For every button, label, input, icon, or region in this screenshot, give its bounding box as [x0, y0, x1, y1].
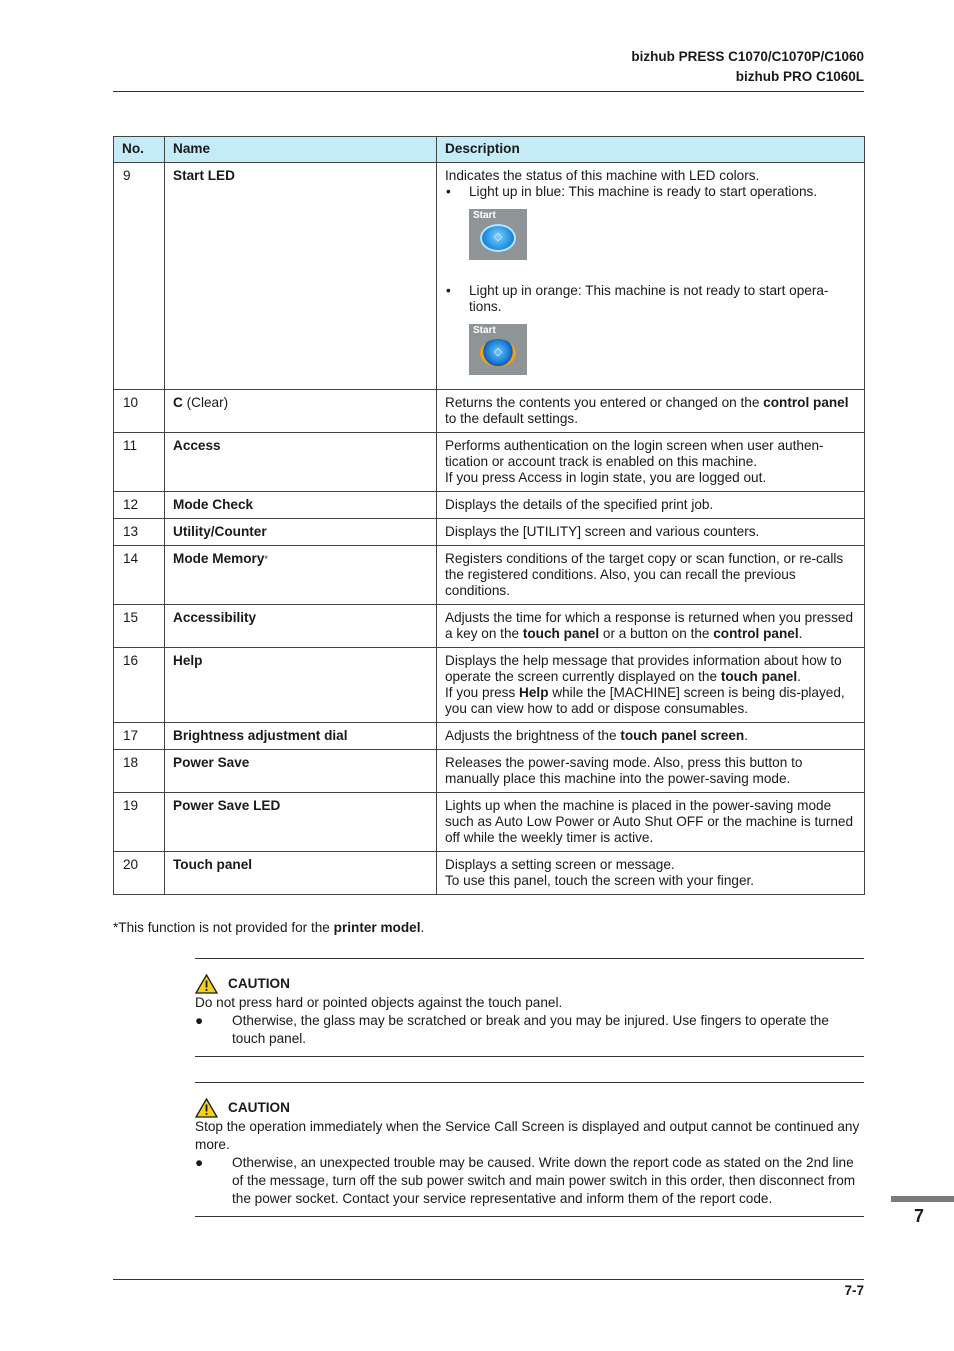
desc-text: Returns the contents you entered or changed on the [445, 395, 764, 410]
desc-text: Adjusts the time for which a response is returned when you pressed a key on the [445, 610, 854, 641]
caution-top-rule [195, 1082, 864, 1083]
row-number: 17 [114, 723, 165, 750]
footer-rule [113, 1279, 864, 1280]
caution-bullet [195, 1154, 864, 1208]
warning-triangle-icon [195, 1098, 218, 1118]
footnote-bold: printer model [333, 920, 421, 935]
row-description: Displays the [UTILITY] screen and various counters. [437, 519, 865, 546]
table-row [114, 648, 865, 723]
caution-box [195, 1082, 864, 1217]
start-diamond-icon: ◇ [493, 231, 503, 243]
desc-bold: Help [519, 685, 549, 700]
chapter-tab-bar [891, 1196, 954, 1202]
column-header-no: No. [114, 137, 165, 163]
desc-text: . [744, 728, 748, 743]
table-row [114, 433, 865, 492]
desc-bold: touch panel [522, 626, 600, 641]
row-number: 13 [114, 519, 165, 546]
bullet-item [445, 184, 856, 200]
start-diamond-icon: ◇ [493, 346, 503, 358]
row-description [437, 163, 865, 390]
row-description [437, 852, 865, 895]
caution-top-rule [195, 958, 864, 959]
caution-bullet-text: Otherwise, an unexpected trouble may be caused. Write down the report code as stated on the 2nd line of the message, turn off the sub power switch and main power switch in this order, then disconnect from the power socket. Contact your service representative and inform them of the report code. [232, 1155, 856, 1206]
start-button-orange-image [469, 324, 527, 375]
table-row [114, 492, 865, 519]
table-row [114, 723, 865, 750]
table-row [114, 793, 865, 852]
bullet-dot: ● [195, 1155, 204, 1170]
desc-text: If you press [445, 685, 520, 700]
table-row [114, 163, 865, 390]
footnote-suffix: . [420, 920, 425, 935]
row-name: Utility/Counter [165, 519, 437, 546]
row-name: Accessibility [165, 605, 437, 648]
row-description [437, 390, 865, 433]
row-number: 15 [114, 605, 165, 648]
row-name: Mode Check [165, 492, 437, 519]
caution-bottom-rule [195, 1216, 864, 1217]
caution-bullet [195, 1012, 864, 1048]
document-header [631, 47, 864, 87]
desc-paragraph [445, 685, 856, 717]
row-name: Help [165, 648, 437, 723]
row-description: Lights up when the machine is placed in the power-saving mode such as Auto Low Power or Auto Shut OFF or the machine is turned off while the weekly timer is active. [437, 793, 865, 852]
footnote-text: *This function is not provided for the [113, 920, 334, 935]
row-description [437, 723, 865, 750]
caution-title [195, 974, 864, 994]
row-name: Touch panel [165, 852, 437, 895]
desc-line: Displays a setting screen or message. [445, 857, 675, 872]
desc-bold: touch panel [720, 669, 798, 684]
row-name [165, 390, 437, 433]
bullet-dot: • [446, 184, 451, 199]
row-number: 14 [114, 546, 165, 605]
row-number: 20 [114, 852, 165, 895]
caution-title-text: CAUTION [228, 976, 290, 991]
row-number: 9 [114, 163, 165, 390]
row-description: Releases the power-saving mode. Also, press this button to manually place this machine into the power-saving mode. [437, 750, 865, 793]
row-description: Registers conditions of the target copy or scan function, or re-calls the registered conditions. Also, you can recall the previous conditions. [437, 546, 865, 605]
desc-bold: touch panel screen [620, 728, 745, 743]
column-header-description: Description [437, 137, 865, 163]
row-description [437, 648, 865, 723]
row-name: Power Save LED [165, 793, 437, 852]
caution-text: Do not press hard or pointed objects against the touch panel. [195, 995, 563, 1010]
table-row [114, 390, 865, 433]
header-model-line-1: bizhub PRESS C1070/C1070P/C1060 [631, 49, 864, 64]
row-description [437, 605, 865, 648]
column-header-name: Name [165, 137, 437, 163]
chapter-number: 7 [914, 1206, 925, 1226]
caution-bullet-text: Otherwise, the glass may be scratched or break and you may be injured. Use fingers to operate the touch panel. [232, 1013, 829, 1046]
table-row [114, 519, 865, 546]
bullet-dot: • [446, 283, 451, 298]
row-name-text: Mode Memory [173, 551, 265, 566]
start-button-label: Start [473, 325, 496, 336]
bullet-item [445, 283, 856, 315]
row-name: Brightness adjustment dial [165, 723, 437, 750]
desc-paragraph [445, 653, 856, 685]
caution-box [195, 958, 864, 1057]
warning-triangle-icon [195, 974, 218, 994]
desc-text: . [797, 669, 801, 684]
control-panel-table [113, 136, 865, 895]
desc-text: while the [MACHINE] screen is being dis-played, you can view how to add or dispose consumables. [445, 685, 845, 716]
bullet-text: Light up in orange: This machine is not ready to start opera-tions. [469, 283, 829, 314]
bullet-text: Light up in blue: This machine is ready to start operations. [469, 184, 818, 199]
row-number: 10 [114, 390, 165, 433]
table-row [114, 605, 865, 648]
desc-bold: control panel [713, 626, 799, 641]
desc-text: Displays the help message that provides information about how to operate the screen currently displayed on the [445, 653, 842, 684]
description-intro: Indicates the status of this machine with LED colors. [445, 168, 760, 183]
desc-line: tication or account track is enabled on this machine. [445, 454, 758, 469]
table-header-row [114, 137, 865, 163]
desc-text: or a button on the [599, 626, 714, 641]
start-button-blue-image [469, 209, 527, 260]
row-name-suffix: (Clear) [182, 395, 229, 410]
header-model-line-2: bizhub PRO C1060L [735, 69, 864, 84]
row-number: 16 [114, 648, 165, 723]
footnote [113, 920, 424, 935]
desc-text: . [798, 626, 803, 641]
page-number: 7-7 [844, 1283, 864, 1298]
footnote-marker: * [264, 554, 268, 564]
desc-text: Adjusts the brightness of the [445, 728, 621, 743]
desc-line: If you press Access in login state, you are logged out. [445, 470, 767, 485]
desc-bold: control panel [763, 395, 849, 410]
row-name-bold: C [173, 395, 183, 410]
row-number: 12 [114, 492, 165, 519]
row-description: Displays the details of the specified print job. [437, 492, 865, 519]
row-number: 18 [114, 750, 165, 793]
bullet-dot: ● [195, 1013, 204, 1028]
row-name [165, 546, 437, 605]
caution-text: Stop the operation immediately when the Service Call Screen is displayed and output cannot be continued any more. [195, 1119, 860, 1152]
desc-line: To use this panel, touch the screen with your finger. [445, 873, 755, 888]
row-name: Access [165, 433, 437, 492]
table-row [114, 852, 865, 895]
table-row [114, 546, 865, 605]
start-button-label: Start [473, 210, 496, 221]
row-name: Power Save [165, 750, 437, 793]
row-number: 19 [114, 793, 165, 852]
header-rule [113, 91, 864, 92]
desc-line: Performs authentication on the login screen when user authen- [445, 438, 824, 453]
row-number: 11 [114, 433, 165, 492]
row-description [437, 433, 865, 492]
desc-text: to the default settings. [445, 411, 579, 426]
table-row [114, 750, 865, 793]
caution-title [195, 1098, 864, 1118]
caution-bottom-rule [195, 1056, 864, 1057]
row-name: Start LED [165, 163, 437, 390]
caution-title-text: CAUTION [228, 1100, 290, 1115]
